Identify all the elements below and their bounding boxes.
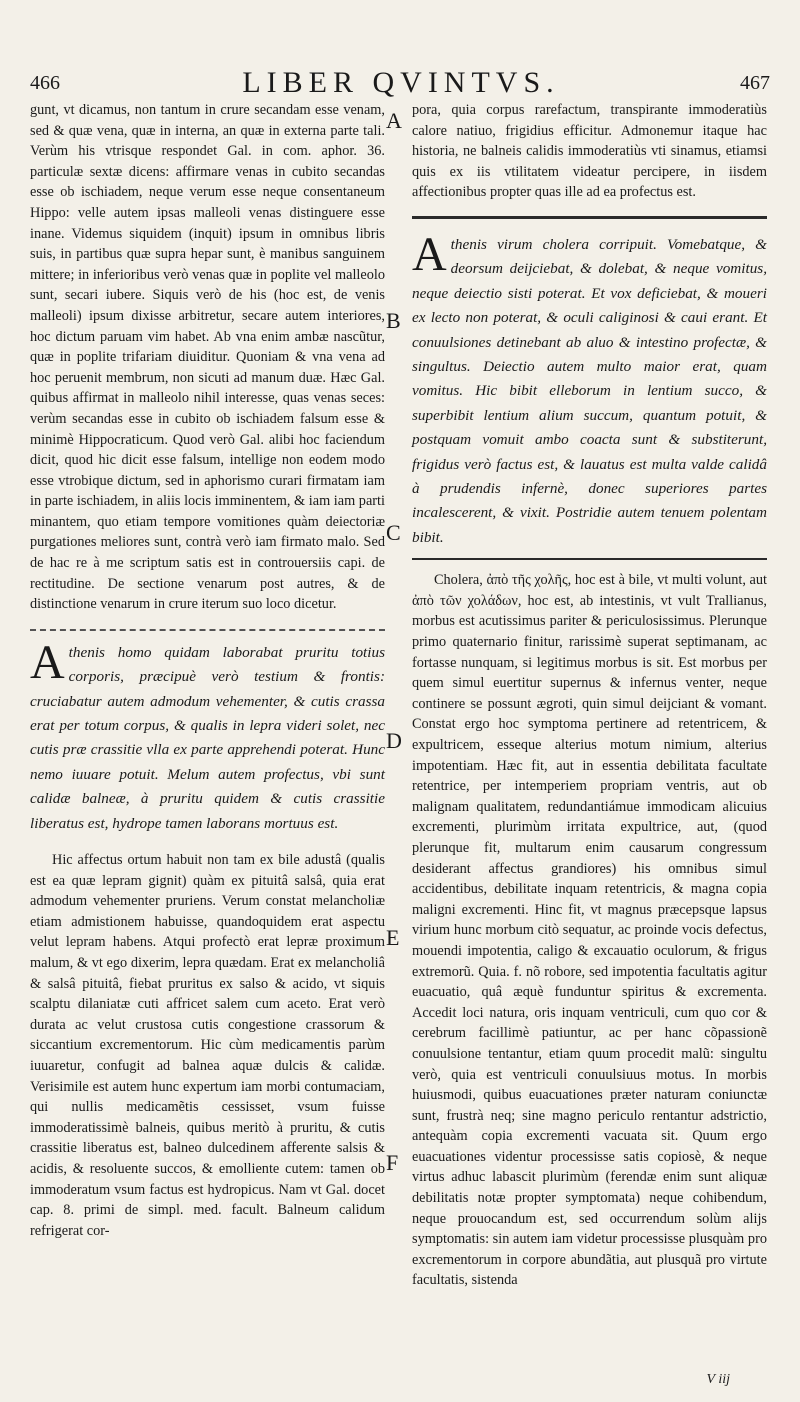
margin-letter-e: E bbox=[386, 925, 400, 950]
margin-letter-b: B bbox=[386, 308, 401, 333]
drop-cap: A bbox=[412, 227, 447, 281]
left-column bbox=[30, 100, 385, 1241]
right-paragraph-2: Cholera, ἀπὸ τῆς χολῆς, hoc est à bile, vt multi volunt, aut ἀπὸ τῶν χολάδων, hoc est, ab intestinis, vt vult Trallianus, morbus est acutissimus pariter & periculosissimus. Plerunque primo quaternario finitur, rarissimè superat septimanam, ac fortasse nunquam, si legitimus morbus is sit. Est morbus per quem simul euertitur supernus & infernus venter, neque continere se possunt ægroti, quin simul deijciant & vomant. Constat ergo hoc symptoma pertinere ad retentricem, & expultricem, esseque alterius motum nimium, alterius impotentiam. Hæc fit, aut in essentia debilitata facultate retentrice, per intemperiem propriam ventris, aut ob malignam qualitatem, redundantiámue immodicam alicuius excrementi, plurimùm irritata expultrice, aut, (quod plerunque fit, multarum enim causarum congressum desiderant affectus grandiores) his omnibus simul accidentibus, debilitate inquam retentricis, & magna copia maligni excrementi. Hinc fit, vt magnus præcepsque lapsus virium hunc morbum citò sequatur, ac proinde vocis defectus, mouendi impotentia, caligo & excauatio oculorum, & frigus extremorũ. Quia. f. nõ robore, sed impotentia facultatis agitur euacuatio, quâ æquè funduntur spiritus & excrementa. Accedit loci natura, oris inquam ventriculi, cum quo cor & cerebrum facillimè patiuntur, ac per hanc cõpassionẽ conuulsione tentantur, etiam quum procedit malũ: singultu verò, quia est ventriculi conuulsiuus motus. In morbis huiusmodi, quibus euacuationes præter naturam coniunctæ sunt, frustrà neq; sine magno periculo rentantur adstrictio, antequàm copia excrementi vacuata sit. Quum ergo euacuationes videntur processisse satis copiosè, & neque virtus adhuc labascit plurimùm (ferendæ enim sunt aliquæ debilitatis notæ propter symptomata) neque cohibendum, neque prouocandum est, sed occurrendum solùm alijs symptomatis: sin autem iam videtur processisse plusquàm pro excrementorum in corpore abundãtia, aut plusquã pro virtute facultatis, sistenda bbox=[412, 572, 767, 1289]
running-head: LIBER QVINTVS. bbox=[242, 66, 560, 99]
left-case-history bbox=[30, 635, 385, 836]
right-page-number: 467 bbox=[740, 72, 770, 94]
section-divider bbox=[412, 216, 767, 219]
right-case-text: thenis virum cholera corripuit. Vomebatque, & deorsum deijciebat, & dolebat, & neque vomitus, neque deiectio sisti poterat. Et vox deficiebat, & moueri ex lecto non poterat, & oculi caliginosi & caui erant. Et conuulsiones detinebant ab aluo & intestino profectæ, & singultus. Deiectio autem multo maior erat, quam vomitus. Hic bibit elleborum in lentium succo, & superbibit lentium alium succum, quantum potuit, & postquam vomuit ambo coacta sunt & substiterunt, frigidus verò factus est, & lauatus est multa valde calidâ à prudendis infernè, donec superiores partes incalescerent, & vixit. Postridie autem tenuem polentam bibit. bbox=[412, 235, 767, 546]
left-page-number: 466 bbox=[30, 72, 60, 94]
margin-letter-d: D bbox=[386, 728, 402, 753]
left-case-text: thenis homo quidam laborabat pruritu totius corporis, præcipuè verò testium & frontis: cruciabatur autem admodum vehementer, & cutis crassa erat per totum corpus, & qualis in lepra videri solet, nec cutis præ crassitie vlla ex parte apprehendi poterat. Hunc nemo iuuare potuit. Melum autem profectus, vbi sunt calidæ balneæ, à pruritu quidem & cutis crassitie liberatus est, hydrope tamen laborans mortuus est. bbox=[30, 643, 385, 832]
section-divider bbox=[30, 629, 385, 633]
margin-letter-c: C bbox=[386, 520, 401, 545]
margin-letter-f: F bbox=[386, 1150, 399, 1175]
left-paragraph-2: Hic affectus ortum habuit non tam ex bile adustâ (qualis est ea quæ lepram gignit) quàm ex pituitâ salsâ, quia erat admodum vehementer pruriens. Verum constat melancholiæ etiam admistionem habuisse, quandoquidem erat aspectu velut lepram habens. Atqui profectò erat lepræ proximum malum, & vt ego dixerim, lepra quædam. Erat ex melancholiâ & salsâ pituitâ, fiebat pruritus ex salso & acido, vt siquis scalptu dilaniatæ cuti affricet salem cum aceto. Erat verò durata ac velut crustosa cutis congestione crassorum & siccantium excrementorum. Hic cùm medicamentis parùm iuuaretur, confugit ad balnea aquæ dulcis & calidæ. Verisimile est autem hunc expertum iam morbi contumaciam, qui nullis medicamẽtis cessisset, vsum fuisse immoderatissimè balneis, quibus meritò à pruritu, & cutis crassitie liberatus est, balneo dulcedinem afferente salsis & acidis, & resoluente succos, & emolliente cutem: tamen ob immoderatum vsum factus est hydropicus. Nam vt Gal. docet cap. 8. primi de simpl. med. facult. Balneum calidum refrigerat cor- bbox=[30, 852, 385, 1239]
page-header bbox=[0, 68, 800, 102]
left-paragraph-1: gunt, vt dicamus, non tantum in crure secandam esse venam, sed & quæ vena, quæ in interna, an quæ in externa parte tali. Verùm his vtrisque respondet Gal. in com. aphor. 36. particulæ sextæ dicens: affirmare venas in cubito secandas esse ob ischiadem, neque verum esse neque consentaneum Hippo: velle autem ipsas malleoli venas distinguere esse inane. Videmus siquidem (inquit) ipsum in omnibus libris suis, in partibus quæ supra hepar sunt, è manibus sanguinem mittere; in inferioribus verò venas quæ in poplite vel malleolo sunt, secari iubere. Siquis verò de his (hoc est, de venis malleoli) ipsum dixisse arbitretur, secare autem interiores, hoc dictum paruam vim habet. Ab vna enim ambæ nascũtur, quæ in poplite trifariam diuiditur. Quoniam & vna vena ad hoc peruenit membrum, non sicuti ad manum duæ. Hæc Gal. quibus affirmat in malleolo nihil interesse, quas venas seces: verùm secandas esse in cubito ob ischiadem falsum esse & minimè Hippocraticum. Quod verò Gal. alibi hoc faciendum dicit, quod hic dicit esse falsum, intellige non eodem modo esse vtrobique dictum, sed in aphorismo curari firmatam iam in parte ischiadem, in aliis locis imminentem, & iam iam parti minantem, quo etiam tempore vomitiones quàm deiectoriæ purgationes meliores sunt, contrà verò iam firmato malo. Sed de hac re à me scriptum satis est in controuersiis capi. de rectitudine. De sectione venarum post autres, & de distinctione venarum in crure iterum suo loco dicetur. bbox=[30, 102, 385, 613]
drop-cap: A bbox=[30, 635, 65, 689]
margin-letter-a: A bbox=[386, 108, 402, 133]
section-divider bbox=[412, 558, 767, 560]
right-column bbox=[412, 100, 767, 1291]
right-case-history bbox=[412, 227, 767, 550]
right-paragraph-1: pora, quia corpus rarefactum, transpirante immoderatiùs calore natiuo, frigidius efficitur. Admonemur itaque hac historia, ne balneis calidis immoderatiùs vti sinamus, etiamsi quis ex iis vtilitatem videatur percipere, in iisdem affectionibus propter quas ille ad ea profectus est. bbox=[412, 102, 767, 201]
signature-mark: V iij bbox=[706, 1372, 730, 1387]
